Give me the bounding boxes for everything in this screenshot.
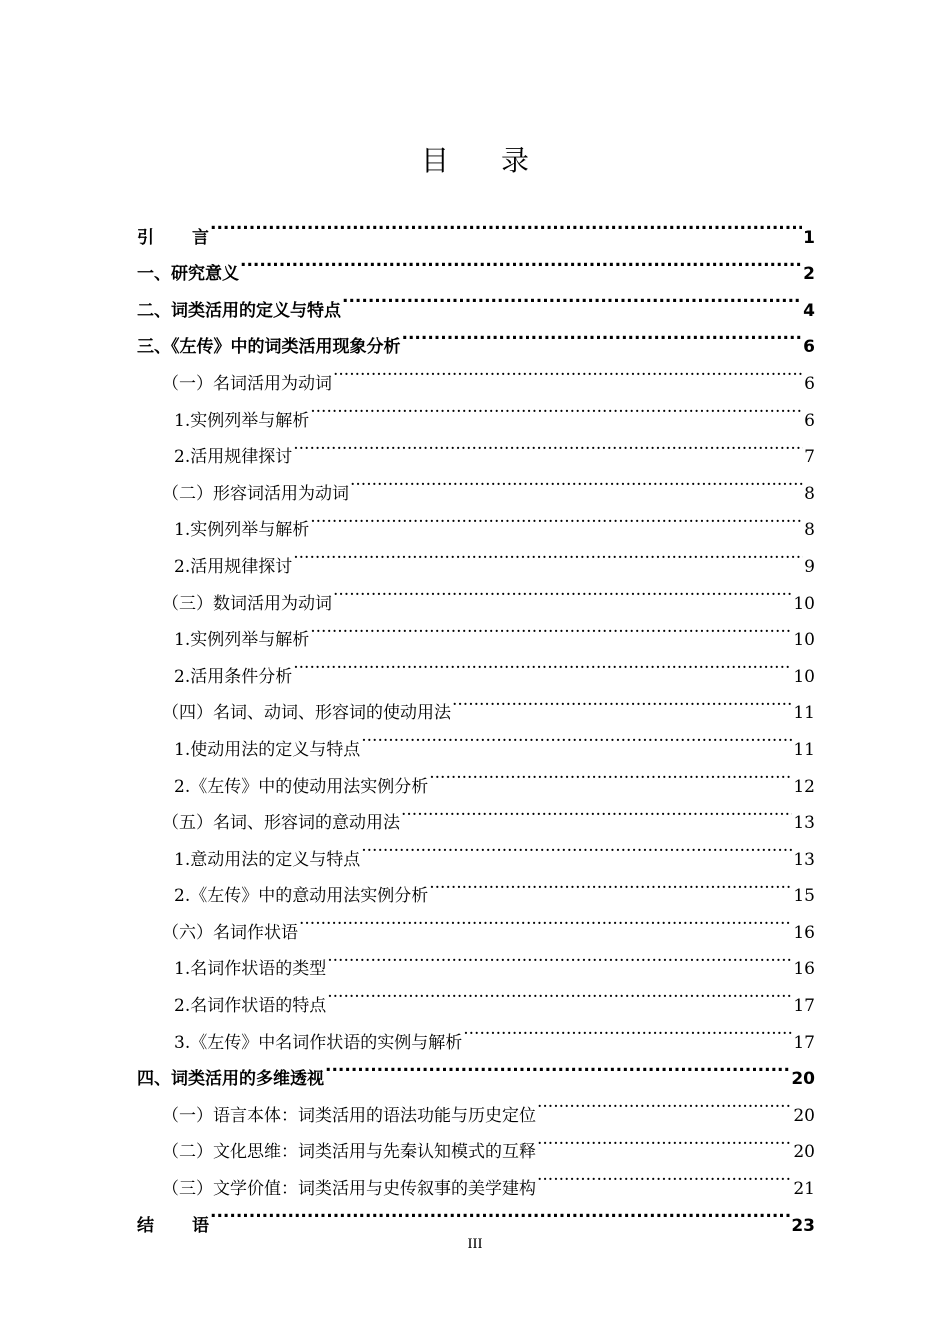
toc-dot-leader [463,1011,792,1048]
toc-dot-leader [537,1157,792,1194]
toc-entry-label: 1.实例列举与解析 [174,630,310,651]
toc-entry[interactable] [137,206,815,248]
toc-dot-leader [293,426,803,463]
toc-entry-label-part: 结 [137,1215,154,1236]
toc-entry-label: 三、《左传》中的词类活用现象分析 [137,337,401,358]
toc-page-number: 11 [793,703,815,724]
toc-page-number: 4 [803,300,815,321]
toc-entry[interactable] [137,1194,815,1236]
toc-dot-leader [210,1194,790,1231]
toc-entry-label: 2.活用规律探讨 [174,556,293,577]
toc-page-number: 8 [804,520,815,541]
toc-entry-label: （二）文化思维：词类活用与先秦认知模式的互释 [162,1142,536,1163]
toc-dot-leader [310,499,803,536]
toc-entry-label: 1.名词作状语的类型 [174,959,327,980]
toc-page-number: 11 [793,739,815,760]
toc-page-number: 13 [793,813,815,834]
toc-dot-leader [537,1084,792,1121]
toc-page-number: 20 [791,1069,815,1090]
toc-dot-leader [429,865,792,902]
toc-page-number: 10 [793,593,815,614]
toc-dot-leader [299,901,792,938]
toc-entry-label: 二、词类活用的定义与特点 [137,300,341,321]
toc-page-number: 15 [793,886,815,907]
toc-page-number: 17 [793,996,815,1017]
toc-entry-label: 2.名词作状语的特点 [174,996,327,1017]
toc-page-number: 8 [804,483,815,504]
toc-entry-label: 一、研究意义 [137,264,239,285]
toc-page-number: 20 [793,1105,815,1126]
toc-entry-label: （一）名词活用为动词 [162,373,332,394]
toc-entry-label: （六）名词作状语 [162,922,298,943]
toc-dot-leader [333,352,803,389]
toc-page-number: 21 [793,1179,815,1200]
toc-dot-leader [325,1048,790,1085]
toc-entry-label: 2.《左传》中的意动用法实例分析 [174,886,429,907]
toc-page-number: 1 [803,227,815,248]
page-title: 目录 [420,144,581,177]
toc-page-number: 20 [793,1142,815,1163]
toc-entry-label: 2.活用条件分析 [174,666,293,687]
toc-entry-label: （四）名词、动词、形容词的使动用法 [162,703,451,724]
toc-entry[interactable] [137,243,815,285]
toc-page-number: 17 [793,1032,815,1053]
toc-page-number: 6 [803,337,815,358]
toc-entry-label: 1.实例列举与解析 [174,410,310,431]
toc-page-number: 2 [803,264,815,285]
toc-dot-leader [327,938,792,975]
toc-page-number: 6 [804,410,815,431]
toc-dot-leader [327,974,792,1011]
toc-entry-label: 2.活用规律探讨 [174,447,293,468]
toc-entry-label: 1.实例列举与解析 [174,520,310,541]
toc-dot-leader [293,535,803,572]
toc-dot-leader [333,572,792,609]
toc-entry-label: （二）形容词活用为动词 [162,483,349,504]
page-number-footer: III [467,1236,483,1252]
toc-dot-leader [350,462,803,499]
toc-dot-leader [210,206,802,243]
toc-dot-leader [537,1121,792,1158]
toc-entry-label: （三）数词活用为动词 [162,593,332,614]
toc-page-number: 23 [791,1215,815,1236]
toc-dot-leader [361,828,792,865]
toc-entry-label: 3.《左传》中名词作状语的实例与解析 [174,1032,463,1053]
toc-entry-label: （五）名词、形容词的意动用法 [162,813,400,834]
toc-entry-label: 1.使动用法的定义与特点 [174,739,361,760]
toc-dot-leader [402,316,803,353]
toc-entry-label: 2.《左传》中的使动用法实例分析 [174,776,429,797]
toc-page-number: 6 [804,373,815,394]
toc-entry-label-part: 言 [192,227,209,248]
toc-page-number: 10 [793,630,815,651]
toc-entry-label [137,220,209,257]
toc-entry-label: （三）文学价值：词类活用与史传叙事的美学建构 [162,1179,536,1200]
toc-page-number: 16 [793,922,815,943]
toc-dot-leader [240,243,802,280]
toc-dot-leader [429,755,792,792]
toc-page-number: 16 [793,959,815,980]
toc-page-number: 9 [804,556,815,577]
toc-dot-leader [452,682,792,719]
toc-dot-leader [310,389,803,426]
toc-entry-label-part: 引 [137,227,154,248]
toc-page-number: 13 [793,849,815,870]
toc-dot-leader [342,279,802,316]
toc-dot-leader [401,792,792,829]
toc-entry-label: （一）语言本体：词类活用的语法功能与历史定位 [162,1105,536,1126]
toc-dot-leader [293,645,792,682]
toc-entry-label: 四、词类活用的多维透视 [137,1069,324,1090]
toc-dot-leader [361,718,792,755]
toc-entry-label: 1.意动用法的定义与特点 [174,849,361,870]
toc-page-number: 10 [793,666,815,687]
toc-entry-label-part: 语 [192,1215,209,1236]
toc-dot-leader [310,609,792,646]
toc-page-number: 12 [793,776,815,797]
table-of-contents [137,206,815,1236]
toc-page-number: 7 [804,447,815,468]
